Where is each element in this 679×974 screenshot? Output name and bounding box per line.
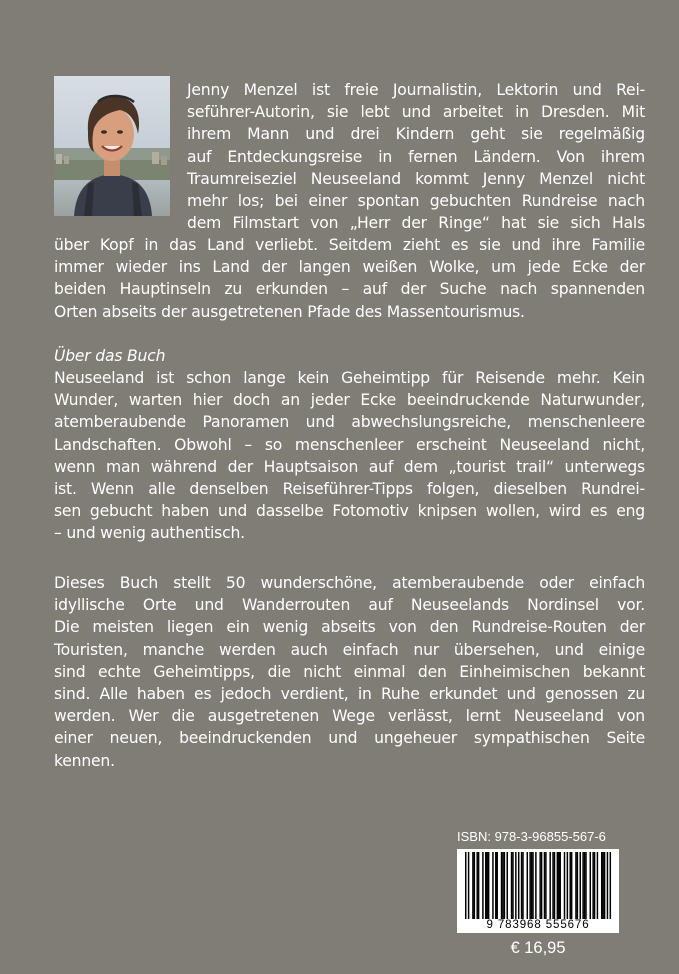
- barcode-bar: [597, 852, 598, 920]
- about-paragraph-2: [54, 572, 645, 772]
- barcode-bar: [575, 852, 576, 920]
- text-line: sind. Alle haben es jedoch verdient, in Ruhe erkundet und genossen zu: [54, 685, 645, 704]
- barcode-bar: [584, 852, 585, 920]
- text-line: ist. Wenn alle denselben Reiseführer-Tipps folgen, dieselben Rundrei-: [54, 480, 645, 499]
- text-line: einer neuen, beeindruckenden und ungeheuer sympathischen Seite: [54, 729, 645, 748]
- barcode-bar: [535, 852, 536, 928]
- barcode-bar: [515, 852, 516, 920]
- barcode-bar: [585, 852, 586, 920]
- barcode-bar: [601, 852, 602, 920]
- barcode-bar: [580, 852, 581, 920]
- about-paragraph-1: [54, 367, 645, 545]
- author-bio-beside-photo: [187, 79, 645, 234]
- barcode-bar: [485, 852, 486, 920]
- barcode-bar: [476, 852, 477, 920]
- barcode-bar: [529, 852, 530, 920]
- barcode-bar: [545, 852, 546, 920]
- author-bio-below-photo: [54, 234, 645, 323]
- barcode-bar: [567, 852, 568, 920]
- barcode-bar: [527, 852, 528, 920]
- barcode-bar: [504, 852, 505, 920]
- text-line: sind echte Geheimtipps, die nicht einmal den Einheimischen bekannt: [54, 662, 645, 681]
- barcode-bar: [569, 852, 570, 920]
- barcode-bar: [521, 852, 522, 920]
- barcode-bar: [496, 852, 497, 920]
- barcode-bar: [507, 852, 508, 920]
- text-line: Dieses Buch stellt 50 wunderschöne, atemberaubende oder einfach: [54, 574, 645, 592]
- barcode-bar: [607, 852, 608, 928]
- barcode-bar: [590, 852, 591, 920]
- text-line: immer wieder ins Land der langen weißen Wolke, um jede Ecke der: [54, 258, 645, 277]
- barcode-bar: [592, 852, 593, 920]
- barcode-bar: [571, 852, 572, 920]
- barcode-bar: [549, 852, 550, 920]
- text-line: atemberaubende Panoramen und abwechslungsreiche, menschenleere: [54, 413, 645, 432]
- barcode-bar: [472, 852, 473, 920]
- text-line: Orten abseits der ausgetretenen Pfade des Massentourismus.: [54, 302, 525, 321]
- text-line: wenn man während der Hauptsaison auf dem „tourist trail“ unterwegs: [54, 457, 645, 476]
- barcode-bar: [495, 852, 496, 920]
- isbn-label: ISBN: 978-3-96855-567-6: [457, 829, 606, 844]
- barcode-bar: [532, 852, 533, 920]
- barcode-bar: [610, 852, 611, 928]
- text-line: sen gebucht haben und dasselbe Fotomotiv knipsen wollen, wird es eng: [54, 502, 645, 521]
- text-line: idyllische Orte und Wanderrouten auf Neuseelands Nordinsel vor.: [54, 596, 645, 615]
- text-line: Jenny Menzel ist freie Journalistin, Lektorin und Rei-: [187, 81, 645, 99]
- barcode-bar: [539, 852, 540, 928]
- price: € 16,95: [510, 939, 566, 957]
- barcode-bar: [582, 852, 583, 920]
- barcode-bar: [474, 852, 475, 920]
- text-line: Neuseeland ist schon lange kein Geheimtipp für Reisende mehr. Kein: [54, 369, 645, 387]
- text-line: dem Filmstart von „Herr der Ringe“ hat sie sich Hals: [187, 214, 645, 233]
- barcode-bar: [604, 852, 605, 920]
- barcode-bar: [502, 852, 503, 920]
- text-line: werden. Wer die ausgetretenen Wege verlässt, lernt Neuseeland von: [54, 707, 645, 726]
- isbn-barcode: [457, 849, 619, 933]
- barcode-bar: [559, 852, 560, 920]
- text-line: seführer-Autorin, sie lebt und arbeitet in Dresden. Mit: [187, 103, 645, 122]
- barcode-bar: [544, 852, 545, 920]
- author-photo: [54, 76, 170, 216]
- barcode-bar: [486, 852, 487, 920]
- barcode-bar: [478, 852, 479, 920]
- text-line: mehr los; bei einer spontan gebuchten Rundreise nach: [187, 192, 645, 211]
- barcode-bar: [602, 852, 603, 920]
- barcode-bar: [558, 852, 559, 920]
- barcode-bar: [512, 852, 513, 920]
- barcode-bar: [541, 852, 542, 920]
- barcode-bar: [488, 852, 489, 920]
- text-line: Landschaften. Obwohl – so menschenleer erscheint Neuseeland nicht,: [54, 435, 645, 454]
- barcode-bar: [492, 852, 493, 920]
- text-line: beiden Hauptinseln zu erkunden – auf der Suche nach spannenden: [54, 280, 645, 299]
- barcode-bar: [511, 852, 512, 920]
- barcode-bar: [557, 852, 558, 920]
- text-line: Wunder, warten hier doch an jeder Ecke beeindruckende Naturwunder,: [54, 391, 645, 410]
- about-heading: Über das Buch: [54, 347, 166, 365]
- barcode-bar: [518, 852, 519, 920]
- barcode-bar: [522, 852, 523, 920]
- text-line: ihrem Mann und drei Kindern geht sie regelmäßig: [187, 125, 645, 144]
- barcode-bar: [468, 852, 469, 928]
- text-line: Traumreiseziel Neuseeland kommt Jenny Menzel nicht: [187, 169, 645, 188]
- barcode-bar: [564, 852, 565, 920]
- barcode-digits: 9 783968 555676: [457, 919, 619, 932]
- text-line: Touristen, manche werden auch einfach nur übersehen, und einige: [54, 640, 645, 659]
- text-line: über Kopf in das Land verliebt. Seitdem zieht es sie und ihre Familie: [54, 236, 645, 254]
- text-line: auf Entdeckungsreise in fernen Ländern. Von ihrem: [187, 147, 645, 166]
- barcode-bar: [501, 852, 502, 920]
- barcode-bar: [552, 852, 553, 920]
- barcode-bar: [554, 852, 555, 920]
- barcode-bar: [577, 852, 578, 920]
- text-line: kennen.: [54, 751, 115, 770]
- barcode-bar: [465, 852, 466, 928]
- barcode-bar: [482, 852, 483, 920]
- barcode-bar: [594, 852, 595, 920]
- barcode-bar: [531, 852, 532, 920]
- text-line: – und wenig authentisch.: [54, 524, 245, 543]
- text-line: Die meisten liegen ein wenig abseits von den Rundreise-Routen der: [54, 618, 645, 637]
